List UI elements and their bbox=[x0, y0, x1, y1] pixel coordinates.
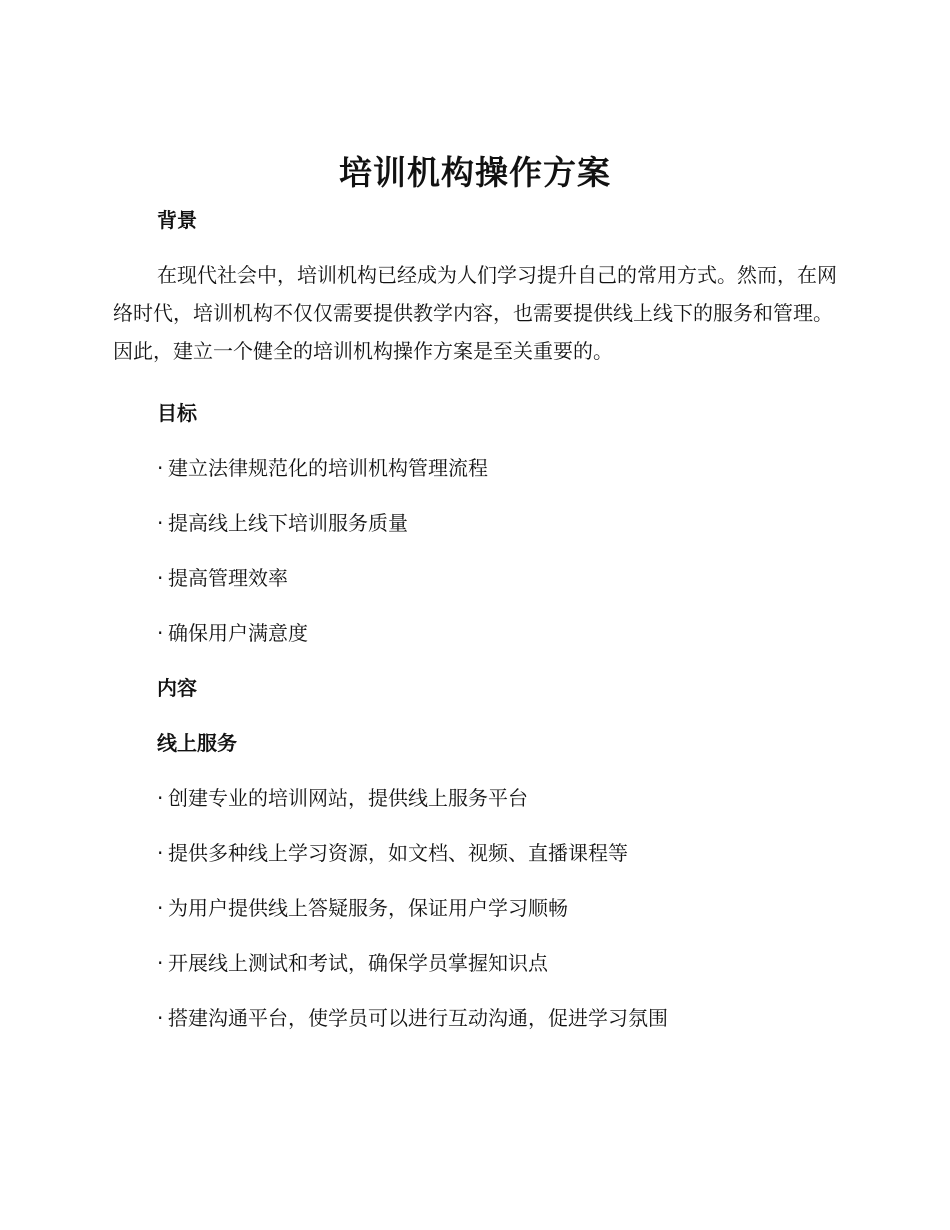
bullet-dot: · bbox=[157, 951, 164, 975]
goal-list-item bbox=[157, 618, 308, 648]
goal-list-item bbox=[157, 453, 488, 483]
online-service-list-item bbox=[157, 893, 568, 923]
goal-list-item bbox=[157, 563, 288, 593]
bullet-dot: · bbox=[157, 786, 164, 810]
online-service-list-item bbox=[157, 783, 528, 813]
background-paragraph: 在现代社会中，培训机构已经成为人们学习提升自己的常用方式。然而，在网络时代，培训机构不仅仅需要提供教学内容，也需要提供线上线下的服务和管理。因此，建立一个健全的培训机构操作方案是至关重要的。 bbox=[113, 263, 837, 363]
bullet-dot: · bbox=[157, 511, 164, 535]
online-service-item-text: 创建专业的培训网站，提供线上服务平台 bbox=[168, 786, 528, 810]
section-heading-background: 背景 bbox=[157, 208, 197, 232]
bullet-dot: · bbox=[157, 841, 164, 865]
section-heading-online-services: 线上服务 bbox=[157, 731, 237, 755]
goal-item-text: 确保用户满意度 bbox=[168, 621, 308, 645]
document-title: 培训机构操作方案 bbox=[339, 153, 611, 192]
online-service-item-text: 搭建沟通平台，使学员可以进行互动沟通，促进学习氛围 bbox=[168, 1006, 668, 1030]
online-service-list-item bbox=[157, 1003, 668, 1033]
online-service-list-item bbox=[157, 948, 548, 978]
bullet-dot: · bbox=[157, 566, 164, 590]
goal-item-text: 建立法律规范化的培训机构管理流程 bbox=[168, 456, 488, 480]
goal-list-item bbox=[157, 508, 408, 538]
online-service-item-text: 为用户提供线上答疑服务，保证用户学习顺畅 bbox=[168, 896, 568, 920]
online-service-item-text: 开展线上测试和考试，确保学员掌握知识点 bbox=[168, 951, 548, 975]
bullet-dot: · bbox=[157, 896, 164, 920]
bullet-dot: · bbox=[157, 456, 164, 480]
online-service-item-text: 提供多种线上学习资源，如文档、视频、直播课程等 bbox=[168, 841, 628, 865]
goal-item-text: 提高管理效率 bbox=[168, 566, 288, 590]
bullet-dot: · bbox=[157, 1006, 164, 1030]
section-heading-goals: 目标 bbox=[157, 401, 197, 425]
online-service-list-item bbox=[157, 838, 628, 868]
bullet-dot: · bbox=[157, 621, 164, 645]
goal-item-text: 提高线上线下培训服务质量 bbox=[168, 511, 408, 535]
section-heading-content: 内容 bbox=[157, 676, 197, 700]
